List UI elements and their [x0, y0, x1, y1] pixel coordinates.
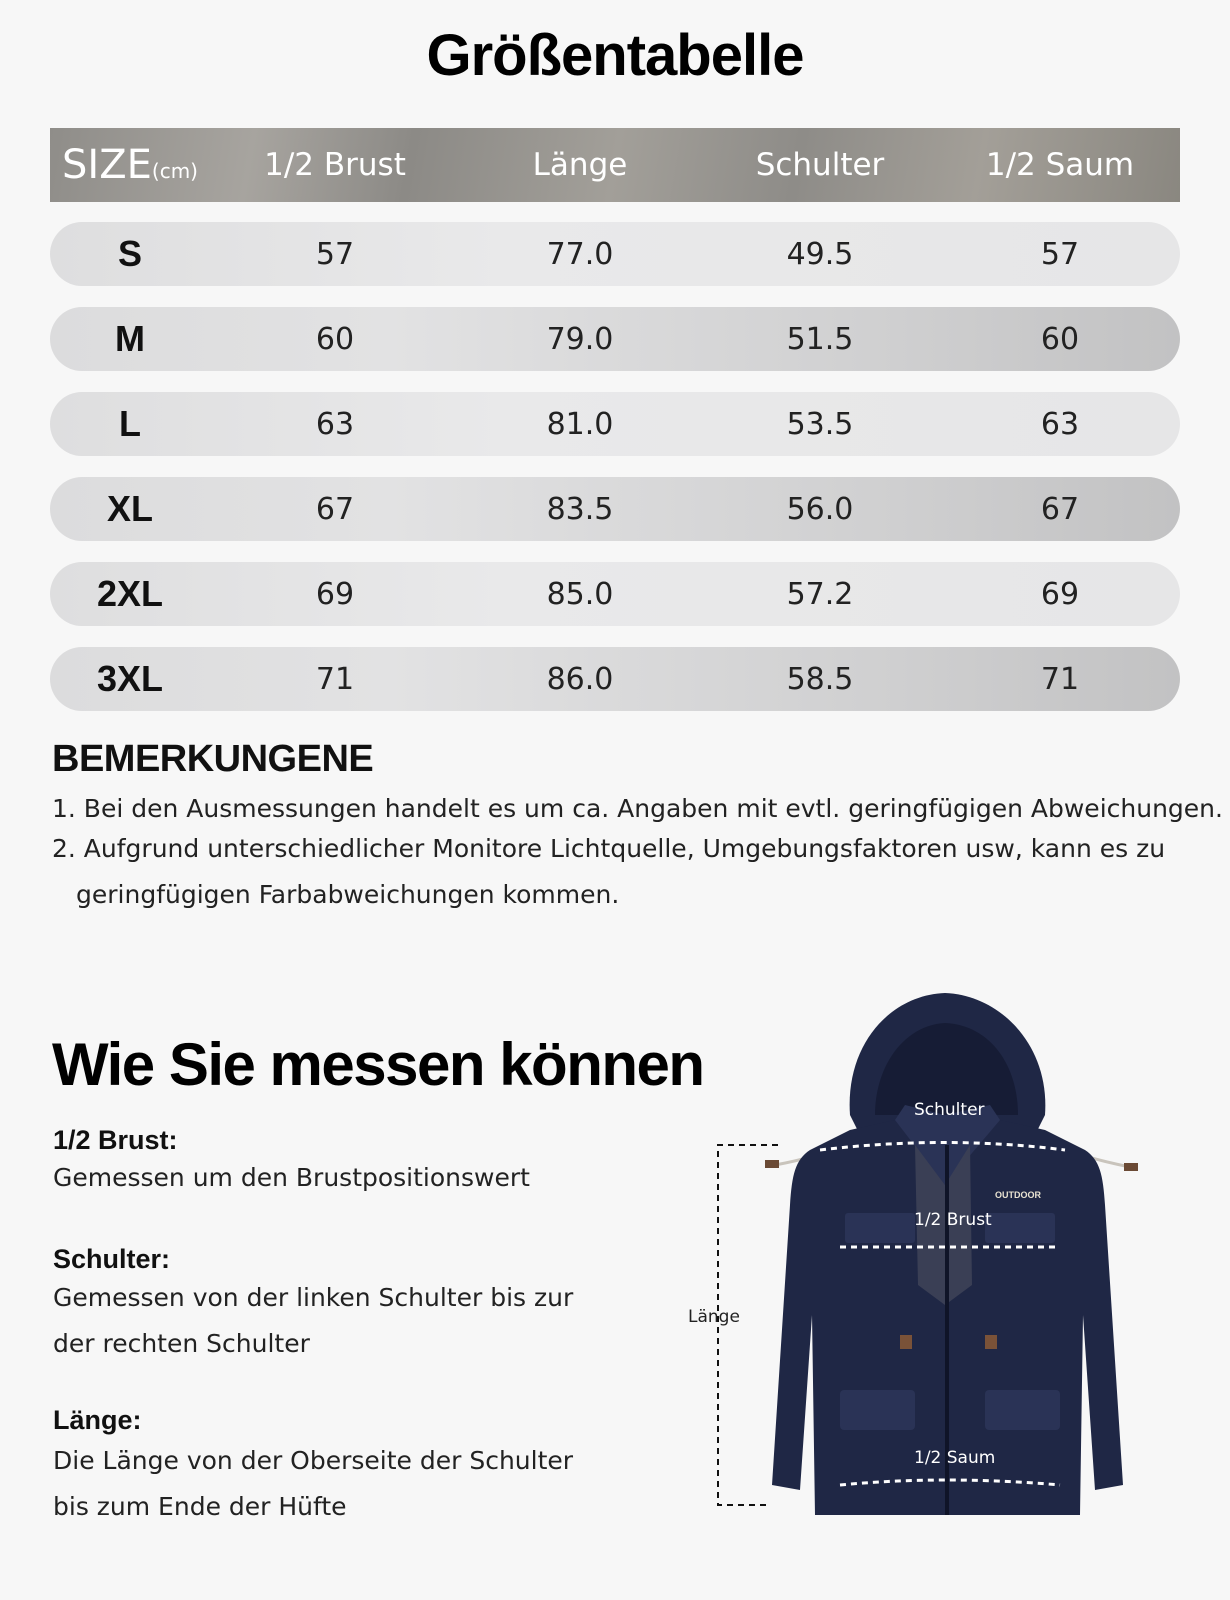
row-brust: 71	[315, 661, 355, 697]
page-title: Größentabelle	[426, 23, 804, 88]
header-schulter: Schulter	[755, 147, 885, 183]
row-laenge: 85.0	[546, 576, 614, 612]
note-1: 1. Bei den Ausmessungen handelt es um ca. Angaben mit evtl. geringfügigen Abweichungen.	[52, 794, 1223, 823]
brust-description: Gemessen um den Brustpositionswert	[53, 1163, 530, 1192]
schulter-label: Schulter:	[53, 1244, 171, 1274]
row-brust: 63	[315, 406, 355, 442]
header-laenge: Länge	[532, 147, 628, 183]
row-schulter: 51.5	[786, 321, 854, 357]
row-laenge: 86.0	[546, 661, 614, 697]
row-brust: 69	[315, 576, 355, 612]
row-saum: 63	[1040, 406, 1080, 442]
table-row	[50, 222, 1180, 286]
row-schulter: 57.2	[786, 576, 854, 612]
row-schulter: 58.5	[786, 661, 854, 697]
schulter-description-line-2: der rechten Schulter	[53, 1329, 310, 1358]
brust-diagram-label: 1/2 Brust	[914, 1210, 992, 1230]
header-brust: 1/2 Brust	[264, 147, 406, 183]
row-brust: 67	[315, 491, 355, 527]
laenge-description-line-2: bis zum Ende der Hüfte	[53, 1492, 347, 1521]
row-brust: 57	[315, 236, 355, 272]
table-row	[50, 647, 1180, 711]
saum-diagram-label: 1/2 Saum	[914, 1448, 996, 1468]
header-size	[50, 142, 210, 188]
header-saum: 1/2 Saum	[985, 147, 1135, 183]
row-size: 3XL	[96, 658, 164, 699]
size-table-header	[50, 128, 1180, 202]
table-row	[50, 477, 1180, 541]
brand-badge: OUTDOOR	[995, 1190, 1041, 1200]
lower-pocket-right	[985, 1390, 1060, 1430]
note-2-line-1: 2. Aufgrund unterschiedlicher Monitore Lichtquelle, Umgebungsfaktoren usw, kann es zu	[52, 834, 1166, 863]
header-size-unit: (cm)	[151, 159, 198, 183]
row-size: XL	[106, 488, 153, 529]
row-schulter: 49.5	[786, 236, 854, 272]
howto-heading: Wie Sie messen können	[52, 1031, 704, 1098]
laenge-diagram-label: Länge	[688, 1307, 740, 1327]
note-2-line-2: geringfügigen Farbabweichungen kommen.	[76, 880, 620, 909]
table-row	[50, 392, 1180, 456]
schulter-description-line-1: Gemessen von der linken Schulter bis zur	[53, 1283, 574, 1312]
row-size: L	[119, 403, 141, 444]
chest-pocket-right	[985, 1213, 1055, 1243]
jacket-measurement-diagram	[688, 985, 1180, 1570]
row-laenge: 77.0	[546, 236, 614, 272]
schulter-diagram-label: Schulter	[914, 1100, 985, 1120]
row-laenge: 79.0	[546, 321, 614, 357]
row-size: S	[117, 233, 142, 274]
row-size: M	[115, 318, 145, 359]
row-schulter: 56.0	[786, 491, 854, 527]
notes-heading: BEMERKUNGENE	[52, 738, 374, 780]
header-size-label: SIZE	[62, 142, 152, 188]
row-saum: 57	[1040, 236, 1080, 272]
row-size: 2XL	[96, 573, 164, 614]
table-row	[50, 307, 1180, 371]
brust-label: 1/2 Brust:	[53, 1125, 178, 1155]
lower-pocket-left	[840, 1390, 915, 1430]
row-saum: 69	[1040, 576, 1080, 612]
row-saum: 60	[1040, 321, 1080, 357]
row-saum: 71	[1040, 661, 1080, 697]
laenge-description-line-1: Die Länge von der Oberseite der Schulter	[53, 1446, 574, 1475]
row-saum: 67	[1040, 491, 1080, 527]
row-schulter: 53.5	[786, 406, 854, 442]
row-laenge: 83.5	[546, 491, 614, 527]
row-brust: 60	[315, 321, 355, 357]
row-laenge: 81.0	[546, 406, 614, 442]
table-row	[50, 562, 1180, 626]
chest-pocket-left	[845, 1213, 915, 1243]
laenge-label: Länge:	[53, 1405, 142, 1435]
